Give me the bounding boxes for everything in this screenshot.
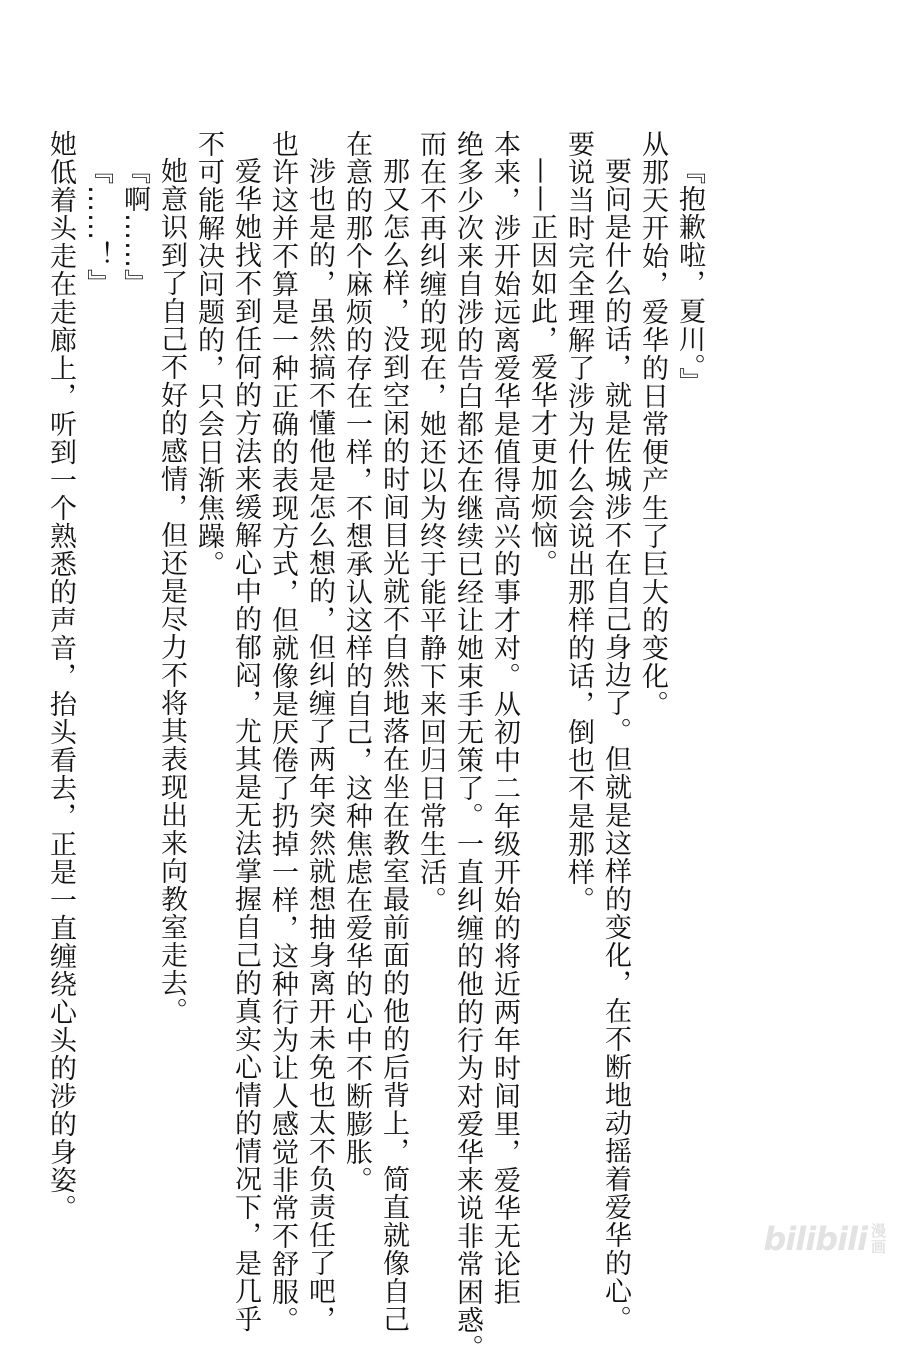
paragraph: 那又怎么样，没到空闲的时间目光就不自然地落在坐在教室最前面的他的后背上，简直就像自己: [378, 157, 409, 1333]
paragraph: 『……！』: [82, 157, 113, 297]
paragraph: 也许这并不算是一种正确的表现方式，但就像是厌倦了扔掉一样，这种行为让人感觉非常不舒服。: [267, 130, 298, 1334]
paragraph: 不可能解决问题的，只会日渐焦躁。: [193, 130, 224, 578]
watermark-manga-label: [871, 1223, 886, 1255]
vertical-text-body: [42, 130, 708, 1362]
paragraph: 她意识到了自己不好的感情，但还是尽力不将其表现出来向教室走去。: [156, 157, 187, 1025]
paragraph: 在意的那个麻烦的存在一样，不想承认这样的自己，这种焦虑在爱华的心中不断膨胀。: [341, 130, 372, 1194]
watermark-char: 画: [870, 1238, 886, 1256]
watermark-char: 漫: [870, 1222, 886, 1240]
paragraph: 而在不再纠缠的现在，她还以为终于能平静下来回归日常生活。: [415, 130, 446, 914]
paragraph: 绝多少次来自涉的告白都还在继续已经让她束手无策了。一直纠缠的他的行为对爱华来说非常困惑。: [452, 130, 483, 1362]
paragraph: 要问是什么的话，就是佐城涉不在自己身边了。但就是这样的变化，在不断地动摇着爱华的心。: [600, 157, 631, 1333]
paragraph: 『抱歉啦，夏川。』: [674, 157, 705, 396]
paragraph: ——正因如此，爱华才更加烦恼。: [526, 157, 557, 577]
paragraph: 本来，涉开始远离爱华是值得高兴的事才对。从初中二年级开始的将近两年时间里，爱华无论拒: [489, 130, 520, 1306]
paragraph: 爱华她找不到任何的方法来缓解心中的郁闷，尤其是无法掌握自己的真实心情的情况下，是几乎: [230, 157, 261, 1333]
paragraph: 要说当时完全理解了涉为什么会说出那样的话，倒也不是那样。: [563, 130, 594, 914]
paragraph: 她低着头走在走廊上，听到一个熟悉的声音，抬头看去，正是一直缠绕心头的涉的身姿。: [45, 130, 76, 1222]
bilibili-comics-watermark: [763, 1217, 886, 1261]
paragraph: 从那天开始，爱华的日常便产生了巨大的变化。: [637, 130, 668, 718]
paragraph: 涉也是的，虽然搞不懂他是怎么想的，但纠缠了两年突然就想抽身离开未免也太不负责任了吧，: [304, 157, 335, 1333]
paragraph: 『啊……』: [119, 157, 150, 297]
watermark-brand: bilibili: [763, 1220, 867, 1258]
